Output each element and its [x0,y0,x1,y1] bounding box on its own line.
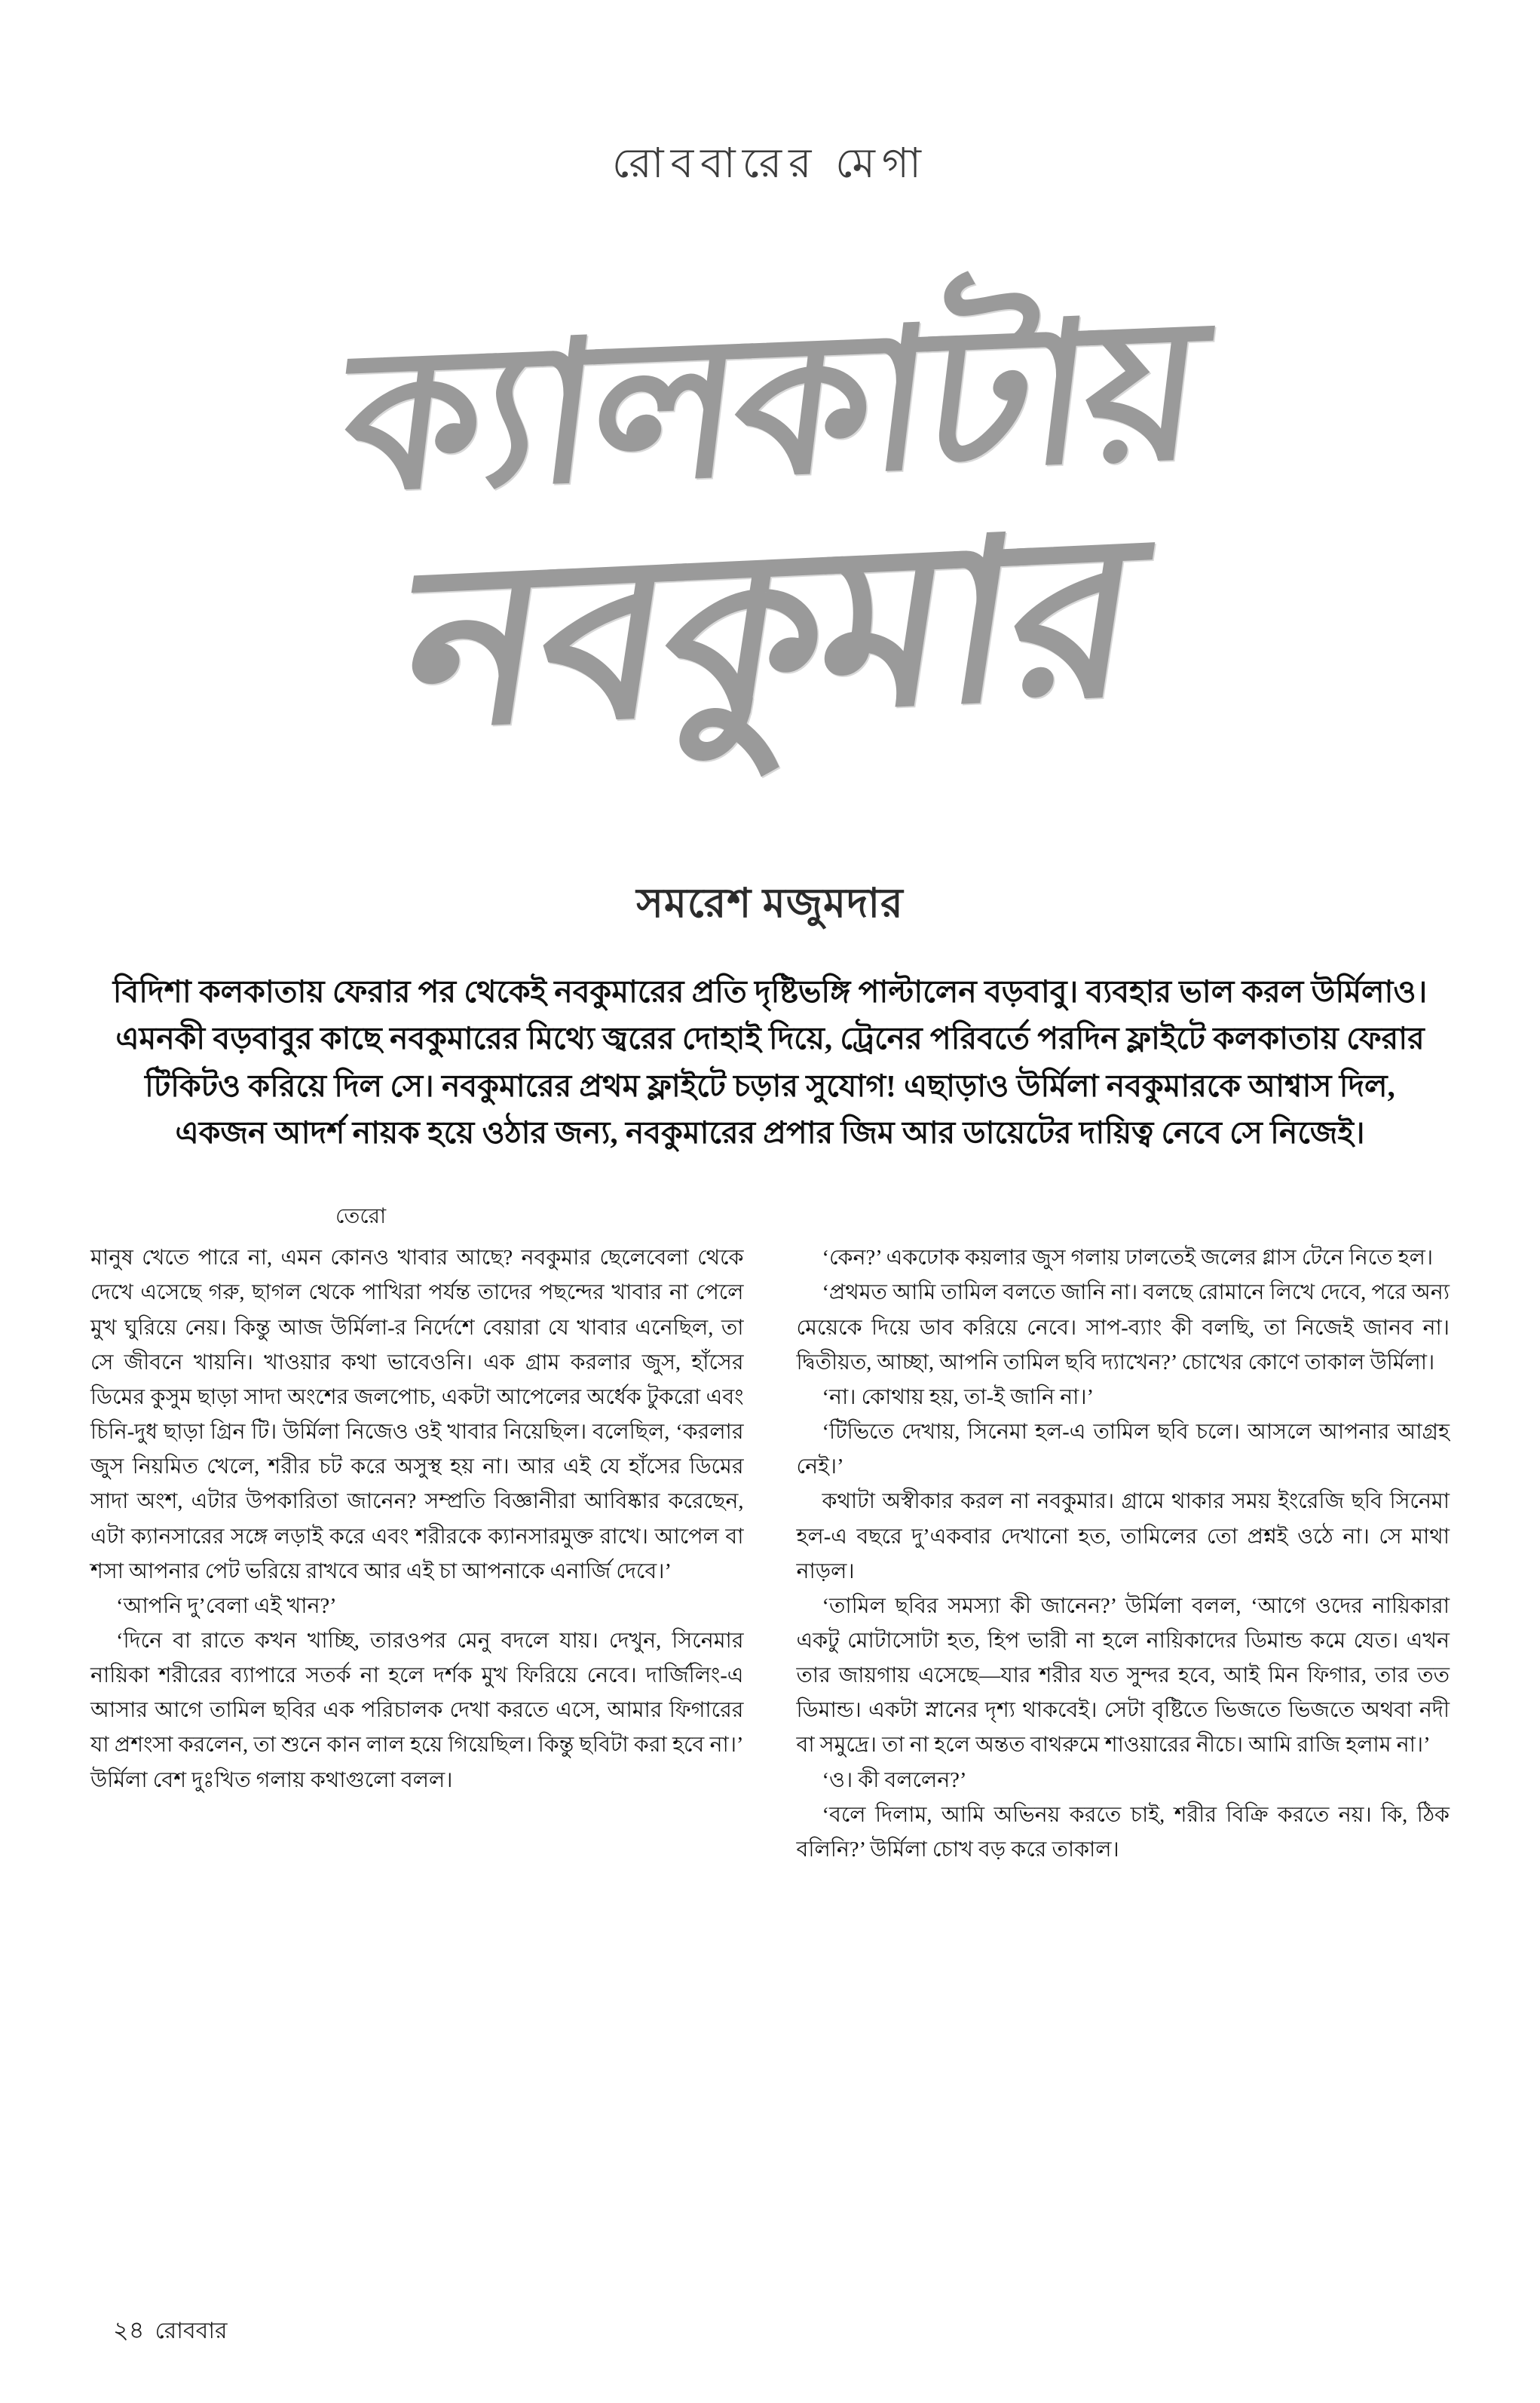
paragraph: ‘দিনে বা রাতে কখন খাচ্ছি, তারওপর মেনু বদলে যায়। দেখুন, সিনেমার নায়িকা শরীরের ব্যাপারে সতর্ক না হলে দর্শক মুখ ফিরিয়ে নেবে। দার্জিলিং-এ আসার আগে তামিল ছবির এক পরিচালক দেখা করতে এসে, আমার ফিগারের যা প্রশংসা করলেন, তা শুনে কান লাল হয়ে গিয়েছিল। কিন্তু ছবিটা করা হবে না।’ উর্মিলা বেশ দুঃখিত গলায় কথাগুলো বলল। [90,1629,744,1792]
standfirst-text: বিদিশা কলকাতায় ফেরার পর থেকেই নবকুমারের প্রতি দৃষ্টিভঙ্গি পাল্টালেন বড়বাবু। ব্যবহার ভাল করল উর্মিলাও। এমনকী বড়বাবুর কাছে নবকুমারের মিথ্যে জ্বরের দোহাই দিয়ে, ট্রেনের পরিবর্তে পরদিন ফ্লাইটে কলকাতায় ফেরার টিকিটও করিয়ে দিল সে। নবকুমারের প্রথম ফ্লাইটে চড়ার সুযোগ! এছাড়াও উর্মিলা নবকুমারকে আশ্বাস দিল, একজন আদর্শ নায়ক হয়ে ওঠার জন্য, নবকুমারের প্রপার জিম আর ডায়েটের দায়িত্ব নেবে সে নিজেই। [112,974,1428,1150]
body-column-right [797,1241,1450,1868]
paragraph: ‘ও। কী বললেন?’ [822,1768,967,1792]
paragraph: ‘টিভিতে দেখায়, সিনেমা হল-এ তামিল ছবি চলে। আসলে আপনার আগ্রহ নেই।’ [796,1421,1450,1479]
body-column-left [90,1241,744,1798]
title-logo [0,208,1540,887]
author-byline: সমরেশ মজুমদার [636,881,904,926]
publication-name: রোববার [155,2319,228,2343]
paragraph: ‘প্রথমত আমি তামিল বলতে জানি না। বলছে রোমানে লিখে দেবে, পরে অন্য মেয়েকে দিয়ে ডাব করিয়ে নেবে। সাপ-ব্যাং কী বলছি, তা নিজেই জানব না। দ্বিতীয়ত, আচ্ছা, আপনি তামিল ছবি দ্যাখেন?’ চোখের কোণে তাকাল উর্মিলা। [796,1281,1450,1375]
paragraph: ‘না। কোথায় হয়, তা-ই জানি না।’ [822,1385,1095,1409]
title-logo-line-2: নবকুমার [390,480,1155,780]
paragraph: কথাটা অস্বীকার করল না নবকুমার। গ্রামে থাকার সময় ইংরেজি ছবি সিনেমা হল-এ বছরে দু’একবার দেখানো হত, তামিলের তো প্রশ্নই ওঠে না। সে মাথা নাড়ল। [796,1490,1450,1583]
paragraph: ‘তামিল ছবির সমস্যা কী জানেন?’ উর্মিলা বলল, ‘আগে ওদের নায়িকারা একটু মোটাসোটা হত, হিপ ভারী না হলে নায়িকাদের ডিমান্ড কমে যেত। এখন তার জায়গায় এসেছে—যার শরীর যত সুন্দর হবে, আই মিন ফিগার, তার তত ডিমান্ড। একটা স্নানের দৃশ্য থাকবেই। সেটা বৃষ্টিতে ভিজতে ভিজতে অথবা নদী বা সমুদ্রে। তা না হলে অন্তত বাথরুমে শাওয়ারের নীচে। আমি রাজি হলাম না।’ [796,1594,1450,1758]
paragraph: ‘কেন?’ একঢোক কয়লার জুস গলায় ঢালতেই জলের গ্লাস টেনে নিতে হল। [822,1246,1434,1270]
kicker-text: রোববারের মেগা [612,140,928,186]
title-logo-line-1: ক্যালকাটায় [332,273,1211,536]
paragraph: ‘আপনি দু’বেলা এই খান?’ [116,1594,337,1618]
page-footer [113,2311,228,2352]
chapter-number: তেরো [335,1205,387,1229]
page-number: ২৪ [113,2316,145,2343]
body-columns [90,1241,1450,1868]
paragraph: মানুষ খেতে পারে না, এমন কোনও খাবার আছে? নবকুমার ছেলেবেলা থেকে দেখে এসেছে গরু, ছাগল থেকে পাখিরা পর্যন্ত তাদের পছন্দের খাবার না পেলে মুখ ঘুরিয়ে নেয়। কিন্তু আজ উর্মিলা-র নির্দেশে বেয়ারা যে খাবার এনেছিল, তা সে জীবনে খায়নি। খাওয়ার কথা ভাবেওনি। এক গ্রাম করলার জুস, হাঁসের ডিমের কুসুম ছাড়া সাদা অংশের জলপোচ, একটা আপেলের অর্ধেক টুকরো এবং চিনি-দুধ ছাড়া গ্রিন টি। উর্মিলা নিজেও ওই খাবার নিয়েছিল। বলেছিল, ‘করলার জুস নিয়মিত খেলে, শরীর চট করে অসুস্থ হয় না। আর এই যে হাঁসের ডিমের সাদা অংশ, এটার উপকারিতা জানেন? সম্প্রতি বিজ্ঞানীরা আবিষ্কার করেছেন, এটা ক্যানসারের সঙ্গে লড়াই করে এবং শরীরকে ক্যানসারমুক্ত রাখে। আপেল বা শসা আপনার পেট ভরিয়ে রাখবে আর এই চা আপনাকে এনার্জি দেবে।’ [90,1246,744,1583]
magazine-page [0,132,1540,2403]
paragraph: ‘বলে দিলাম, আমি অভিনয় করতে চাই, শরীর বিক্রি করতে নয়। কি, ঠিক বলিনি?’ উর্মিলা চোখ বড় করে তাকাল। [796,1803,1450,1862]
